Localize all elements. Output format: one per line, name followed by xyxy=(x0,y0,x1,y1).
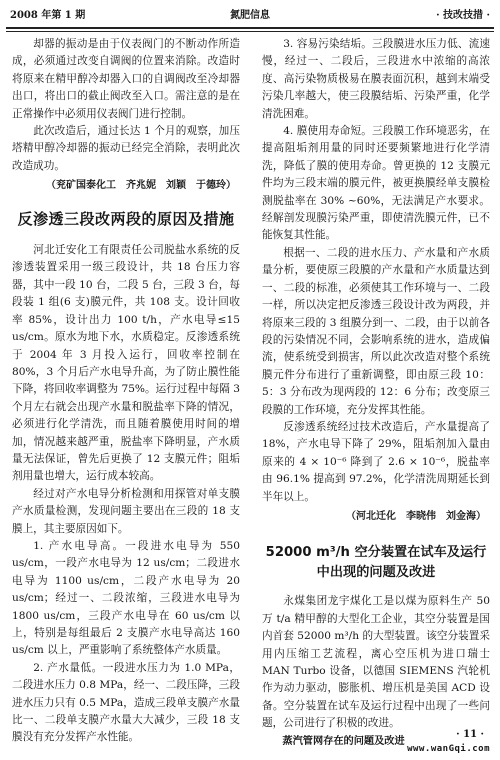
section-label: · 技改技措 · xyxy=(436,10,490,21)
site-watermark: www.wanGqi.com xyxy=(407,744,490,754)
section-subheading: 蒸汽管网存在的问题及改进 xyxy=(282,735,405,747)
page-header xyxy=(8,8,492,26)
author-signature: （河北迁化 李晓伟 刘金海） xyxy=(346,510,486,522)
article-title: 52000 m³/h 空分装置在试车及运行中出现的问题及改进 xyxy=(265,545,487,581)
paragraph: 河北迁安化工有限责任公司脱盐水系统的反渗透装置采用一级三段设计，共 18 台压力容器，其中一段 10 台，二段 5 台，三段 3 台，每段装 1 组(6 支)膜元件，共 108 支。设计回收率 85%，设计出力 100 t/h，产水电导≤15 us/cm。原水为地下水，水质稳定。反渗透系统于 2004 年 3 月投入运行，回收率控制在 80%，3 个月后产水电导升高，为了防止膜性能下降，将回收率调整为 75%。运行过程中每隔 3 个月左右就会出现产水量和脱盐率下降的情况，必须进行化学清洗，而且随着膜使用时间的增加，情况越来越严重，脱盐率下降明显，产水质量无法保证，曾先后更换了 12 支膜元件；阻垢剂用量也增大，运行成本较高。 xyxy=(12,244,240,483)
header-rule-thick xyxy=(6,27,494,29)
paragraph: 经过对产水电导分析检测和用探管对单支膜产水质量检测，发现问题主要出在三段的 18 支膜上，其主要原因如下。 xyxy=(12,487,240,535)
paragraph: 4. 膜使用寿命短。三段膜工作环境恶劣，在提高阻垢剂用量的同时还要频繁地进行化学清洗，降低了膜的使用寿命。曾更换的 12 支膜元件均为三段末端的膜元件，被更换膜经单支膜检测脱盐率在 30% ~60%，无法满足产水要求。经解剖发现膜污染严重，即使清洗膜元件，已不能恢复其性能。 xyxy=(262,125,490,242)
right-column xyxy=(262,36,490,750)
paragraph: 却器的振动是由于仪表阀门的不断动作所造成，必须通过改变自调阀的位置来消除。改造时将原来在精甲醇冷却器入口的自调阀改至冷却器出口，将出口的截止阀改至入口。需注意的是在正常操作中必须用仪表阀门进行控制。 xyxy=(12,38,240,120)
header-rule-thin xyxy=(6,31,494,32)
author-signature: （兖矿国泰化工 齐兆妮 刘颖 于德玲） xyxy=(46,180,236,192)
issue-label: 2008 年第 1 期 xyxy=(10,10,86,21)
left-column xyxy=(12,36,240,747)
paragraph: 2. 产水量低。一段进水压力为 1.0 MPa，二段进水压力 0.8 MPa，经一、二段压降，三段进水压力只有 0.5 MPa，造成三段单支膜产水量比一、二段单支膜产水量大大减少，三段 18 支膜没有充分发挥产水性能。 xyxy=(12,661,240,744)
paragraph: 根据一、二段的进水压力、产水量和产水质量分析，要使原三段膜的产水量和产水质量达到一、二段的标准，必须使其工作环境与一、二段一样，所以决定把反渗透三段设计改为两段，并将原来三段的 3 组膜分到一、二段，由于以前各段的污染情况不同，会影响系统的进水，造成偏流，使系统受到损害，所以此次改造对整个系统膜元件分布进行了重新调整，即由原三段 10：5：3 分布改为现两段的 12：6 分布；改变原三段膜的工作环境，充分发挥其性能。 xyxy=(262,246,490,416)
paragraph: 反渗透系统经过技术改造后，产水量提高了 18%，产水电导下降了 29%，阻垢剂加入量由原来的 4 × 10⁻⁶ 降到了 2.6 × 10⁻⁶，脱盐率由 96.1% 提高到 97.2%，化学清洗周期延长到半年以上。 xyxy=(262,420,490,503)
article-title: 反渗透三段改两段的原因及措施 xyxy=(17,209,235,228)
paragraph: 永煤集团龙宇煤化工是以煤为原料生产 50 万 t/a 精甲醇的大型化工企业，其空分装置是国内首套 52000 m³/h 的大型装置。该空分装置采用内压缩工艺流程，离心空压机为进口瑞士 MAN Turbo 设备，以德国 SIEMENS 汽轮机作为动力驱动，膨胀机、增压机是美国 ACD 设备。空分装置在试车及运行过程中出现了一些问题，公司进行了积极的改进。 xyxy=(262,595,490,730)
page-number: · 11 · xyxy=(456,729,484,740)
paragraph: 3. 容易污染结垢。三段膜进水压力低、流速慢，经过一、二段后，三段进水中浓缩的高浓度、高污染物质极易在膜表面沉积，越到末端受污染几率越大，使三段膜结垢、污染严重，化学清洗困难。 xyxy=(262,38,490,120)
paragraph: 此次改造后，通过长达 1 个月的观察，加压塔精甲醇冷却器的振动已经完全消除，表明此次改造成功。 xyxy=(12,125,240,172)
paragraph: 1. 产水电导高。一段进水电导为 550 us/cm，一段产水电导为 12 us/cm；二段进水电导为 1100 us/cm，二段产水电导为 20 us/cm；经过一、二段浓缩，三段进水电导为 1800 us/cm，三段产水电导在 60 us/cm 以上，特别是每组最后 2 支膜产水电导高达 160 us/cm 以上，严重影响了系统整体产水质量。 xyxy=(12,539,240,657)
journal-name: 氮肥信息 xyxy=(230,10,270,21)
